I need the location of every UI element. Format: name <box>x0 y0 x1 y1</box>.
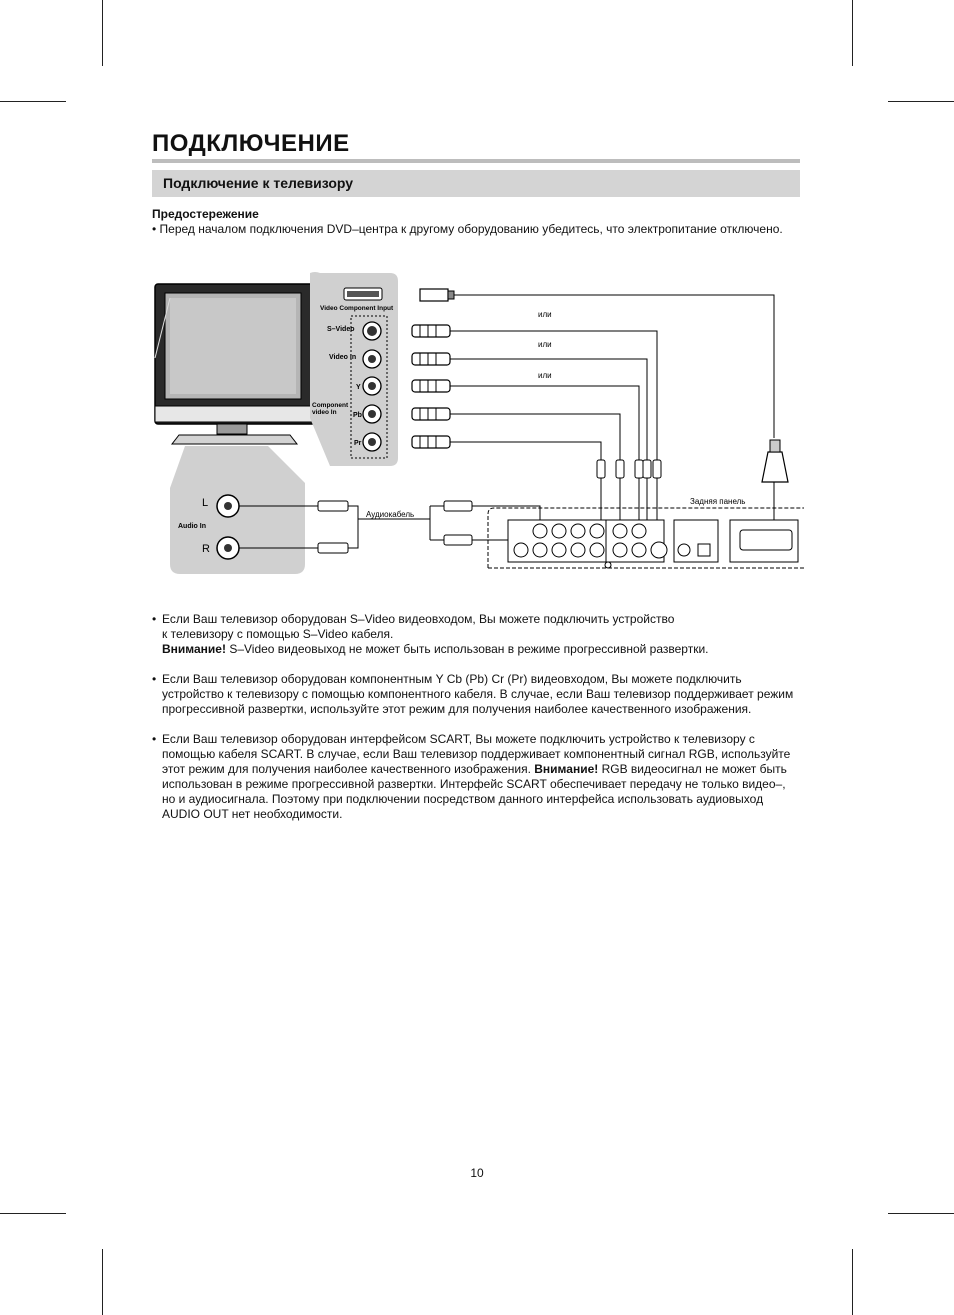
list-item <box>152 672 802 717</box>
crop-mark <box>852 1249 853 1315</box>
bullet-dot: • <box>152 732 157 746</box>
instructions-list <box>152 612 802 837</box>
label-video-in: Video In <box>329 354 357 361</box>
svideo-jack-icon <box>363 322 381 340</box>
label-video-component-input: Video Component Input <box>320 305 394 312</box>
crop-mark <box>0 101 66 102</box>
crop-mark <box>888 1213 954 1214</box>
rca-plugs-rear-icon <box>597 460 661 478</box>
warning-body: Перед началом подключения DVD–центра к другому оборудованию убедитесь, что электропитание отключено. <box>159 222 783 236</box>
crop-mark <box>888 101 954 102</box>
text-after: RGB видеосигнал не может быть использован в режиме прогрессивной развертки. Интерфейс SCART обеспечивает передачу не только видео–, но и аудиосигнала. Поэтому при подключении посредством данного интерфейса использовать аудиовыход AUDIO OUT нет необходимости. <box>162 762 787 821</box>
crop-mark <box>0 1213 66 1214</box>
y-jack-icon <box>363 377 381 395</box>
list-item <box>152 612 802 657</box>
note-text: S–Video видеовыход не может быть использован в режиме прогрессивной развертки. <box>225 642 709 656</box>
section-title: Подключение к телевизору <box>163 175 354 191</box>
scart-plug-icon <box>420 289 454 301</box>
label-audio-cable: Аудиокабель <box>366 510 415 519</box>
label-left: L <box>202 497 209 509</box>
crop-mark <box>852 0 853 66</box>
audio-l-jack-icon <box>217 495 239 517</box>
label-audio-in: Audio In <box>178 523 206 530</box>
pb-plug-icon <box>412 408 450 420</box>
text-before: Если Ваш телевизор оборудован интерфейсом SCART, Вы можете подключить устройство к телевизору с помощью кабеля SCART. В случае, если Ваш телевизор поддерживает компонентный сигнал RGB, используйте этот режим для получения наиболее качественного изображения. <box>162 732 791 776</box>
svideo-plug-icon <box>412 325 450 337</box>
y-plug-icon <box>412 380 450 392</box>
audio-plugs-icon <box>318 501 472 553</box>
crop-mark <box>102 1249 103 1315</box>
page-number: 10 <box>470 1166 484 1180</box>
label-or-3: или <box>538 371 552 380</box>
audio-r-jack-icon <box>217 537 239 559</box>
bullet-line: к телевизору с помощью S–Video кабеля. <box>162 627 394 641</box>
bullet-dot: • <box>152 672 157 686</box>
note-label: Внимание! <box>534 762 599 776</box>
label-pr: Pr <box>354 440 362 447</box>
tv-icon <box>155 284 315 444</box>
pr-plug-icon <box>412 436 450 448</box>
label-y: Y <box>356 384 361 391</box>
bullet-line: Если Ваш телевизор оборудован S–Video видеовходом, Вы можете подключить устройство <box>162 612 675 626</box>
bullet-dot: • <box>152 612 157 626</box>
warning-title: Предостережение <box>152 207 259 221</box>
dvd-rear-panel <box>488 508 804 568</box>
crop-mark <box>102 0 103 66</box>
note-label: Внимание! <box>162 642 226 656</box>
video-plug-icon <box>412 353 450 365</box>
label-right: R <box>202 543 210 555</box>
bullet-note <box>162 642 802 657</box>
scart-plug-rear-icon <box>762 440 788 482</box>
label-svideo: S–Video <box>327 326 355 333</box>
label-component-video-in-1: Component <box>312 402 349 409</box>
label-pb: Pb <box>353 412 362 419</box>
list-item <box>152 732 802 822</box>
bullet-text: Если Ваш телевизор оборудован компонентным Y Cb (Pb) Cr (Pr) видеовходом, Вы можете подключить устройство к телевизору с помощью компонентного кабеля. В случае, если Ваш телевизор поддерживает режим прогрессивной развертки, используйте этот режим для получения наиболее качественного изображения. <box>162 672 794 716</box>
label-or-2: или <box>538 340 552 349</box>
label-component-video-in-2: video In <box>312 409 337 416</box>
warning-text <box>152 222 792 237</box>
pr-jack-icon <box>363 433 381 451</box>
bullet-text <box>162 732 802 822</box>
video-in-jack-icon <box>363 350 381 368</box>
section-header <box>152 170 800 197</box>
pb-jack-icon <box>363 405 381 423</box>
connection-diagram <box>150 268 804 580</box>
title-rule <box>152 159 800 163</box>
page-title: ПОДКЛЮЧЕНИЕ <box>152 130 350 157</box>
tv-input-callout <box>310 272 398 466</box>
label-rear-panel: Задняя панель <box>690 497 746 506</box>
label-or-1: или <box>538 310 552 319</box>
bullet-dot: • <box>152 222 157 236</box>
